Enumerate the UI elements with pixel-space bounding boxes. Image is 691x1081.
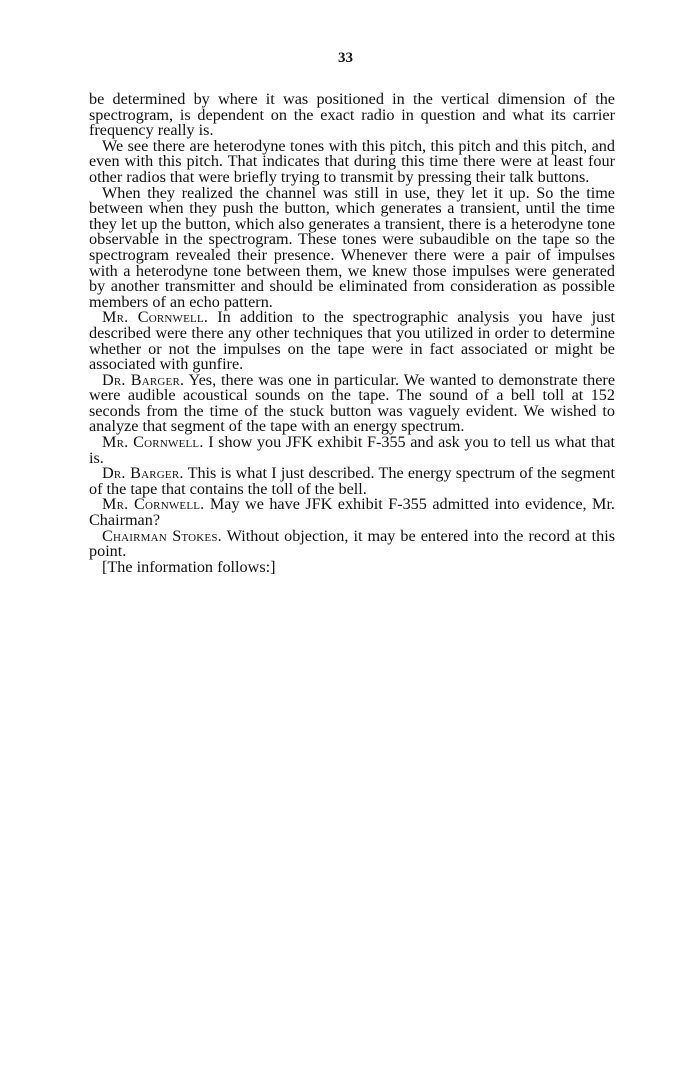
paragraph bbox=[89, 466, 615, 497]
paragraph-text: May we have JFK exhibit F-355 admitted into evidence, Mr. Chairman? bbox=[89, 495, 615, 530]
paragraph-text: This is what I just described. The energy spectrum of the segment of the tape that contains the toll of the bell. bbox=[89, 464, 615, 498]
paragraph bbox=[89, 370, 616, 436]
page-number: 33 bbox=[338, 50, 353, 66]
paragraph bbox=[89, 526, 615, 561]
paragraph bbox=[89, 557, 615, 576]
speaker-name: Dr. Barger. bbox=[102, 464, 184, 483]
paragraph bbox=[89, 497, 615, 528]
speaker-name: Mr. Cornwell. bbox=[102, 308, 209, 327]
paragraph-text: [The information follows:] bbox=[102, 557, 276, 576]
paragraph-text: I show you JFK exhibit F-355 and ask you to tell us what that is. bbox=[89, 433, 615, 467]
paragraph bbox=[89, 136, 615, 186]
speaker-name: Mr. Cornwell. bbox=[102, 495, 205, 514]
paragraph-text: When they realized the channel was still in use, they let it up. So the time between when they push the button, which generates a transient, until the time they let up the button, which also generates a transient, there is a heterodyne tone observable in the spectrogram. These tones were subaudible on the tape so the spectrogram revealed their presence. Whenever there were a pair of impulses with a heterodyne tone between them, we knew those impulses were generated by another transmitter and should be eliminated from consideration as possible members of an echo pattern. bbox=[89, 183, 615, 311]
transcript-body bbox=[89, 92, 615, 575]
paragraph bbox=[89, 183, 615, 311]
paragraph bbox=[89, 92, 615, 139]
paragraph-text: be determined by where it was positioned in the vertical dimension of the spectrogram, is dependent on the exact radio in question and what its carrier frequency really is. bbox=[89, 90, 615, 140]
paragraph-text: Without objection, it may be entered into the record at this point. bbox=[89, 526, 615, 561]
paragraph-text: In addition to the spectrographic analysis you have just described were there any other techniques that you utilized in order to determine whether or not the impulses on the tape were in fact associated or might be associated with gunfire. bbox=[89, 308, 615, 374]
paragraph-text: Yes, there was one in particular. We wanted to demonstrate there were audible acoustical sounds on the tape. The sound of a bell toll at 152 seconds from the time of the stuck button was vaguely evident. We wished to analyze that segment of the tape with an energy spectrum. bbox=[89, 370, 616, 436]
paragraph bbox=[89, 310, 615, 372]
speaker-name: Chairman Stokes. bbox=[102, 526, 222, 545]
paragraph-text: We see there are heterodyne tones with this pitch, this pitch and this pitch, and even with this pitch. That indicates that during this time there were at least four other radios that were briefly trying to transmit by pressing their talk buttons. bbox=[89, 136, 615, 186]
paragraph bbox=[89, 435, 615, 466]
speaker-name: Mr. Cornwell. bbox=[102, 433, 204, 452]
speaker-name: Dr. Barger. bbox=[102, 370, 185, 389]
